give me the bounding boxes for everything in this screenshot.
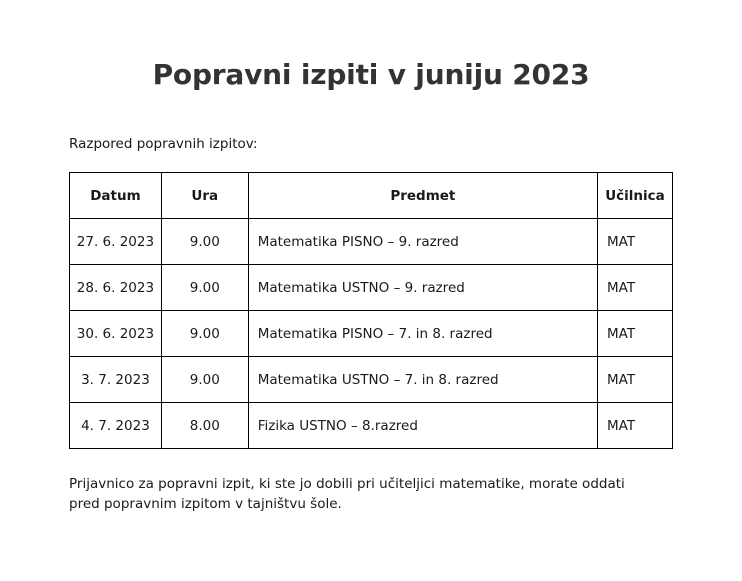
registration-note: Prijavnico za popravni izpit, ki ste jo dobili pri učiteljici matematike, morate oddati pred popravnim izpitom v tajništvu šole. — [69, 476, 625, 512]
table-row — [70, 265, 673, 311]
cell-date: 30. 6. 2023 — [70, 311, 162, 357]
cell-time: 9.00 — [161, 311, 248, 357]
cell-room: MAT — [598, 357, 673, 403]
cell-time: 8.00 — [161, 403, 248, 449]
table-row — [70, 219, 673, 265]
cell-subject: Matematika USTNO – 9. razred — [248, 265, 597, 311]
intro-text: Razpored popravnih izpitov: — [69, 136, 258, 152]
header-room: Učilnica — [598, 173, 673, 219]
cell-subject: Fizika USTNO – 8.razred — [248, 403, 597, 449]
page-title: Popravni izpiti v juniju 2023 — [152, 58, 590, 91]
table-row — [70, 357, 673, 403]
header-time: Ura — [161, 173, 248, 219]
cell-date: 28. 6. 2023 — [70, 265, 162, 311]
cell-room: MAT — [598, 403, 673, 449]
cell-date: 27. 6. 2023 — [70, 219, 162, 265]
cell-time: 9.00 — [161, 357, 248, 403]
cell-subject: Matematika PISNO – 7. in 8. razred — [248, 311, 597, 357]
cell-time: 9.00 — [161, 265, 248, 311]
cell-subject: Matematika PISNO – 9. razred — [248, 219, 597, 265]
cell-room: MAT — [598, 219, 673, 265]
header-subject: Predmet — [248, 173, 597, 219]
header-date: Datum — [70, 173, 162, 219]
cell-subject: Matematika USTNO – 7. in 8. razred — [248, 357, 597, 403]
cell-date: 4. 7. 2023 — [70, 403, 162, 449]
cell-date: 3. 7. 2023 — [70, 357, 162, 403]
table-header-row — [70, 173, 673, 219]
cell-room: MAT — [598, 265, 673, 311]
table-row — [70, 403, 673, 449]
exam-schedule-table — [69, 172, 673, 449]
cell-room: MAT — [598, 311, 673, 357]
cell-time: 9.00 — [161, 219, 248, 265]
table-row — [70, 311, 673, 357]
